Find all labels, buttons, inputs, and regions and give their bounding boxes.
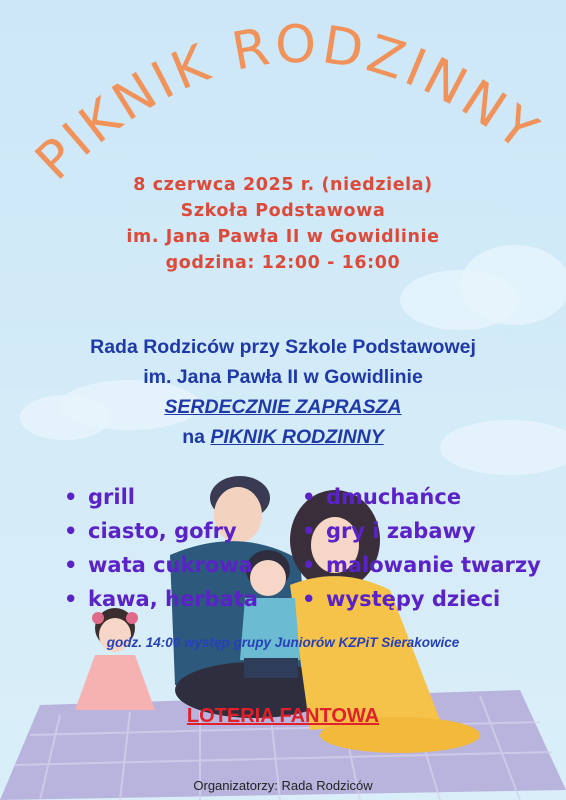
- bullet-icon: •: [302, 519, 316, 543]
- event-place-line2: im. Jana Pawła II w Gowidlinie: [126, 227, 440, 247]
- list-item-label: gry i zabawy: [326, 519, 476, 543]
- svg-text:PIKNIK RODZINNY: [24, 15, 550, 192]
- bullet-icon: •: [64, 553, 78, 577]
- girl-figure: [75, 608, 155, 710]
- event-place-line1: Szkoła Podstawowa: [180, 201, 386, 221]
- list-item-label: kawa, herbata: [88, 587, 258, 611]
- list-item: [302, 514, 541, 548]
- bullet-icon: •: [302, 485, 316, 509]
- list-item-label: występy dzieci: [326, 587, 501, 611]
- list-item: [64, 480, 258, 514]
- invite-line4-highlight: PIKNIK RODZINNY: [210, 426, 384, 448]
- event-time: godzina: 12:00 - 16:00: [165, 253, 401, 273]
- list-item: [64, 582, 258, 616]
- page-title: PIKNIK RODZINNY: [24, 14, 551, 192]
- list-item-label: grill: [88, 485, 135, 509]
- bullet-icon: •: [64, 519, 78, 543]
- invitation-text: [0, 332, 566, 452]
- event-info: [0, 172, 566, 276]
- invite-line4-prefix: na: [182, 426, 211, 448]
- invite-line2: im. Jana Pawła II w Gowidlinie: [143, 366, 423, 388]
- invite-line1: Rada Rodziców przy Szkole Podstawowej: [90, 336, 476, 358]
- list-item-label: ciasto, gofry: [88, 519, 237, 543]
- attractions-list-right: [302, 480, 541, 616]
- invite-line3: SERDECZNIE ZAPRASZA: [164, 396, 402, 418]
- attractions-list-left: [64, 480, 258, 616]
- organizer-footer: Organizatorzy: Rada Rodziców: [193, 778, 373, 793]
- list-item-label: dmuchańce: [326, 485, 462, 509]
- list-item: [64, 548, 258, 582]
- bullet-icon: •: [64, 485, 78, 509]
- list-item-label: wata cukrowa: [88, 553, 253, 577]
- list-item: [302, 548, 541, 582]
- list-item: [302, 582, 541, 616]
- list-item: [64, 514, 258, 548]
- list-item: [302, 480, 541, 514]
- list-item-label: malowanie twarzy: [326, 553, 541, 577]
- performance-note: godz. 14:00 występ grupy Juniorów KZPiT Sierakowice: [106, 635, 460, 650]
- lottery-heading: LOTERIA FANTOWA: [186, 705, 380, 727]
- event-date: 8 czerwca 2025 r. (niedziela): [133, 175, 433, 195]
- bullet-icon: •: [64, 587, 78, 611]
- bullet-icon: •: [302, 587, 316, 611]
- bullet-icon: •: [302, 553, 316, 577]
